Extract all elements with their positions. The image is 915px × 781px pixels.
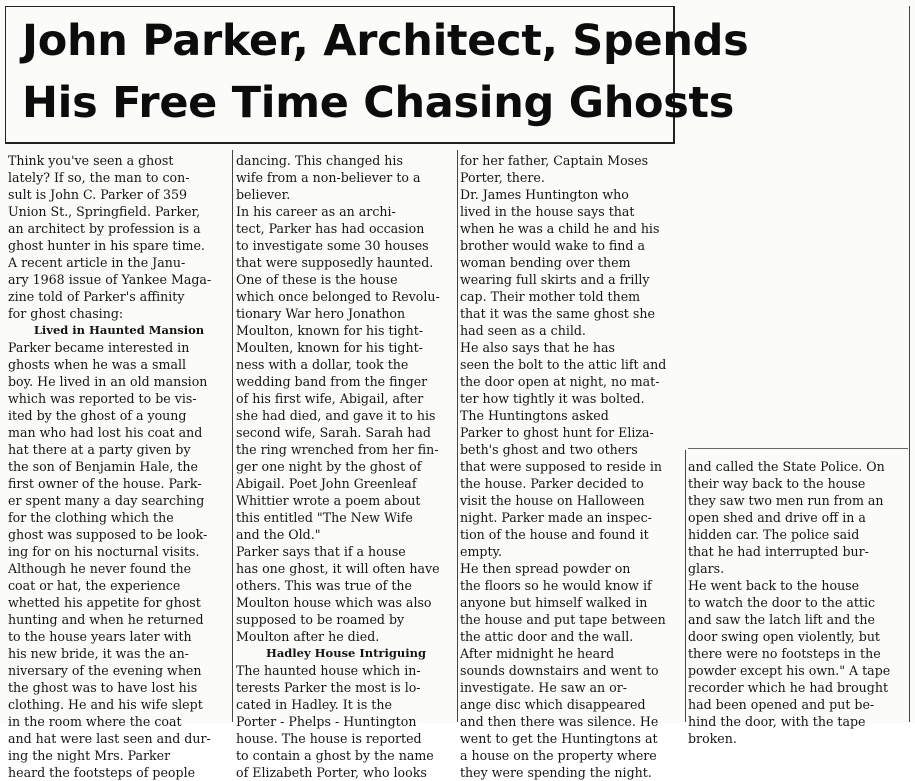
text-line: that were supposedly haunted. bbox=[236, 255, 434, 270]
text-line: lately? If so, the man to con- bbox=[8, 170, 190, 185]
text-line: empty. bbox=[460, 544, 502, 559]
text-line: cap. Their mother told them bbox=[460, 289, 641, 304]
text-line: the house and put tape between bbox=[460, 612, 666, 627]
text-line: Parker says that if a house bbox=[236, 544, 406, 559]
text-line: One of these is the house bbox=[236, 272, 398, 287]
text-line: Moulten, known for his tight- bbox=[236, 340, 423, 355]
text-line: clothing. He and his wife slept bbox=[8, 697, 203, 712]
text-line: in the room where the coat bbox=[8, 714, 182, 729]
text-line: when he was a child he and his bbox=[460, 221, 660, 236]
text-line: coat or hat, the experience bbox=[8, 578, 181, 593]
text-line: others. This was true of the bbox=[236, 578, 412, 593]
text-line: his new bride, it was the an- bbox=[8, 646, 189, 661]
text-line: the ghost was to have lost his bbox=[8, 680, 198, 695]
column-rule-3 bbox=[685, 450, 686, 722]
text-line: their way back to the house bbox=[688, 476, 866, 491]
text-line: for the clothing which the bbox=[8, 510, 174, 525]
text-line: whetted his appetite for ghost bbox=[8, 595, 201, 610]
article-column-2 bbox=[236, 152, 456, 781]
text-line: recorder which he had brought bbox=[688, 680, 889, 695]
text-line: ghosts when he was a small bbox=[8, 357, 187, 372]
text-line: Think you've seen a ghost bbox=[8, 153, 174, 168]
text-line: ing for on his nocturnal visits. bbox=[8, 544, 200, 559]
text-line: the attic door and the wall. bbox=[460, 629, 634, 644]
text-line: tionary War hero Jonathon bbox=[236, 306, 406, 321]
text-line: beth's ghost and two others bbox=[460, 442, 638, 457]
text-line: which once belonged to Revolu- bbox=[236, 289, 440, 304]
text-line: He then spread powder on bbox=[460, 561, 631, 576]
text-line: they were spending the night. bbox=[460, 765, 652, 780]
text-line: seen the bolt to the attic lift and bbox=[460, 357, 667, 372]
text-line: glars. bbox=[688, 561, 725, 576]
text-line: and then there was silence. He bbox=[460, 714, 659, 729]
text-line: and the Old." bbox=[236, 527, 321, 542]
text-line: dancing. This changed his bbox=[236, 153, 403, 168]
text-line: wearing full skirts and a frilly bbox=[460, 272, 650, 287]
text-line: In his career as an archi- bbox=[236, 204, 396, 219]
text-line: open shed and drive off in a bbox=[688, 510, 866, 525]
text-line: anyone but himself walked in bbox=[460, 595, 648, 610]
headline-line-2: His Free Time Chasing Ghosts bbox=[22, 78, 735, 128]
text-line: He also says that he has bbox=[460, 340, 615, 355]
text-line: He went back to the house bbox=[688, 578, 860, 593]
text-line: there were no footsteps in the bbox=[688, 646, 881, 661]
text-line: supposed to be roamed by bbox=[236, 612, 405, 627]
text-line: the door open at night, no mat- bbox=[460, 374, 660, 389]
text-line: cated in Hadley. It is the bbox=[236, 697, 392, 712]
text-line: that he had interrupted bur- bbox=[688, 544, 869, 559]
text-line: Whittier wrote a poem about bbox=[236, 493, 421, 508]
text-line: Union St., Springfield. Parker, bbox=[8, 204, 201, 219]
text-line: Dr. James Huntington who bbox=[460, 187, 629, 202]
text-line: ghost hunter in his spare time. bbox=[8, 238, 205, 253]
text-line: Parker to ghost hunt for Eliza- bbox=[460, 425, 654, 440]
text-line: ary 1968 issue of Yankee Maga- bbox=[8, 272, 212, 287]
text-line: hunting and when he returned bbox=[8, 612, 204, 627]
text-line: sult is John C. Parker of 359 bbox=[8, 187, 188, 202]
text-line: wedding band from the finger bbox=[236, 374, 428, 389]
text-line: The Huntingtons asked bbox=[460, 408, 609, 423]
text-line: heard the footsteps of people bbox=[8, 765, 196, 780]
text-line: she had died, and gave it to his bbox=[236, 408, 436, 423]
text-line: Moulton house which was also bbox=[236, 595, 432, 610]
headline bbox=[22, 10, 749, 134]
text-line: of his first wife, Abigail, after bbox=[236, 391, 424, 406]
text-line: of Elizabeth Porter, who looks bbox=[236, 765, 427, 780]
text-line: that it was the same ghost she bbox=[460, 306, 655, 321]
column-rule-2 bbox=[457, 150, 458, 722]
text-line: the house. Parker decided to bbox=[460, 476, 644, 491]
text-line: woman bending over them bbox=[460, 255, 631, 270]
article-column-1 bbox=[8, 152, 230, 781]
text-line: A recent article in the Janu- bbox=[8, 255, 186, 270]
text-line: brother would wake to find a bbox=[460, 238, 645, 253]
column-rule-1 bbox=[232, 150, 233, 722]
text-line: second wife, Sarah. Sarah had bbox=[236, 425, 431, 440]
text-line: Although he never found the bbox=[8, 561, 192, 576]
text-line: and hat were last seen and dur- bbox=[8, 731, 211, 746]
text-line: Parker became interested in bbox=[8, 340, 190, 355]
text-line: Porter - Phelps - Huntington bbox=[236, 714, 417, 729]
text-line: an architect by profession is a bbox=[8, 221, 201, 236]
text-line: sounds downstairs and went to bbox=[460, 663, 659, 678]
continuation-rule bbox=[688, 448, 908, 449]
text-line: Porter, there. bbox=[460, 170, 545, 185]
text-line: had been opened and put be- bbox=[688, 697, 875, 712]
text-line: man who had lost his coat and bbox=[8, 425, 203, 440]
text-line: ange disc which disappeared bbox=[460, 697, 646, 712]
text-line: wife from a non-believer to a bbox=[236, 170, 421, 185]
subheading-hadley-house: Hadley House Intriguing bbox=[265, 646, 427, 660]
text-line: for ghost chasing: bbox=[8, 306, 124, 321]
text-line: first owner of the house. Park- bbox=[8, 476, 202, 491]
text-line: that were supposed to reside in bbox=[460, 459, 662, 474]
article-column-4 bbox=[688, 458, 908, 747]
text-line: this entitled "The New Wife bbox=[236, 510, 413, 525]
text-line: the ring wrenched from her fin- bbox=[236, 442, 439, 457]
text-line: to watch the door to the attic bbox=[688, 595, 876, 610]
text-line: After midnight he heard bbox=[460, 646, 615, 661]
text-line: ness with a dollar, took the bbox=[236, 357, 409, 372]
text-line: Moulton after he died. bbox=[236, 629, 380, 644]
text-line: door swing open violently, but bbox=[688, 629, 880, 644]
text-line: night. Parker made an inspec- bbox=[460, 510, 652, 525]
text-line: the floors so he would know if bbox=[460, 578, 652, 593]
text-line: has one ghost, it will often have bbox=[236, 561, 440, 576]
text-line: ing the night Mrs. Parker bbox=[8, 748, 171, 763]
text-line: which was reported to be vis- bbox=[8, 391, 197, 406]
text-line: house. The house is reported bbox=[236, 731, 422, 746]
text-line: Moulton, known for his tight- bbox=[236, 323, 424, 338]
text-line: ter how tightly it was bolted. bbox=[460, 391, 645, 406]
text-line: broken. bbox=[688, 731, 737, 746]
text-line: ghost was supposed to be look- bbox=[8, 527, 208, 542]
article-column-3 bbox=[460, 152, 684, 781]
text-line: Abigail. Poet John Greenleaf bbox=[236, 476, 417, 491]
text-line: hat there at a party given by bbox=[8, 442, 191, 457]
text-line: went to get the Huntingtons at bbox=[460, 731, 658, 746]
text-line: had seen as a child. bbox=[460, 323, 586, 338]
text-line: hidden car. The police said bbox=[688, 527, 860, 542]
text-line: tion of the house and found it bbox=[460, 527, 649, 542]
text-line: a house on the property where bbox=[460, 748, 657, 763]
headline-line-1: John Parker, Architect, Spends bbox=[22, 16, 749, 66]
text-line: visit the house on Halloween bbox=[460, 493, 645, 508]
text-line: and saw the latch lift and the bbox=[688, 612, 875, 627]
text-line: for her father, Captain Moses bbox=[460, 153, 649, 168]
text-line: powder except his own." A tape bbox=[688, 663, 891, 678]
text-line: terests Parker the most is lo- bbox=[236, 680, 421, 695]
text-line: tect, Parker has had occasion bbox=[236, 221, 425, 236]
text-line: they saw two men run from an bbox=[688, 493, 884, 508]
text-line: investigate. He saw an or- bbox=[460, 680, 628, 695]
text-line: and called the State Police. On bbox=[688, 459, 885, 474]
text-line: to contain a ghost by the name bbox=[236, 748, 434, 763]
text-line: The haunted house which in- bbox=[236, 663, 421, 678]
text-line: niversary of the evening when bbox=[8, 663, 202, 678]
text-line: ited by the ghost of a young bbox=[8, 408, 187, 423]
text-line: hind the door, with the tape bbox=[688, 714, 866, 729]
text-line: the son of Benjamin Hale, the bbox=[8, 459, 198, 474]
text-line: zine told of Parker's affinity bbox=[8, 289, 185, 304]
page-right-rule bbox=[909, 6, 910, 722]
text-line: to the house years later with bbox=[8, 629, 192, 644]
text-line: to investigate some 30 houses bbox=[236, 238, 429, 253]
text-line: boy. He lived in an old mansion bbox=[8, 374, 208, 389]
text-line: believer. bbox=[236, 187, 291, 202]
text-line: er spent many a day searching bbox=[8, 493, 205, 508]
text-line: ger one night by the ghost of bbox=[236, 459, 422, 474]
text-line: lived in the house says that bbox=[460, 204, 635, 219]
subheading-haunted-mansion: Lived in Haunted Mansion bbox=[33, 323, 205, 337]
